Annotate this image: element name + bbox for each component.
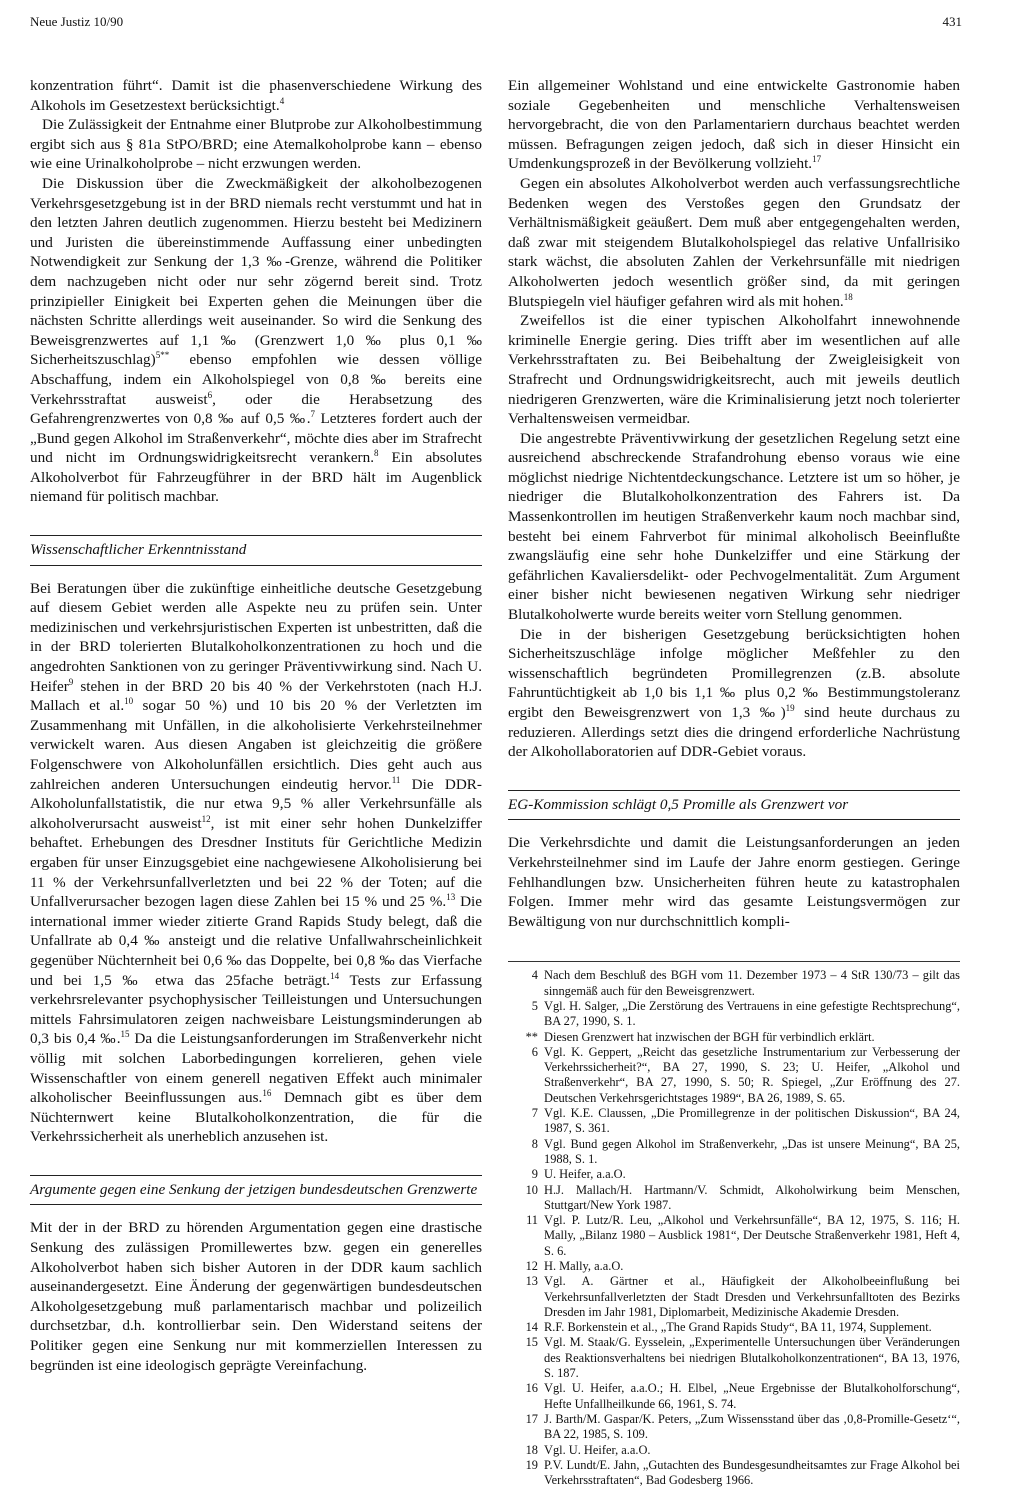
paragraph: Die Diskussion über die Zweckmäßigkeit der alkoholbezogenen Verkehrsgesetzgebung ist in der BRD niemals recht verstummt und hat in den letzten Jahren deutlich zugenommen. Hierzu besteht bei Medizinern und Juristen die übereinstimmende Auffassung einer unbedingten Notwendigkeit zur Senkung der 1,3 ‰-Grenze, während die Politiker dem nachzugeben nicht oder nur sehr zögernd bereit sind. Trotz prinzipieller Einigkeit bei Experten gehen die Meinungen über die nächsten Schritte allerdings weit auseinander. So wird die Senkung des Beweisgrenzwertes auf 1,1 ‰ (Grenzwert 1,0 ‰ plus 0,1 ‰ Sicherheitszuschlag)$^{5**}$ ebenso empfohlen wie dessen völlige Abschaffung, indem ein Alkoholspiegel von 0,8 ‰ bereits eine Verkehrsstraftat ausweist$^6$, oder die Herabsetzung des Gefahrengrenzwertes von 0,8 ‰ auf 0,5 ‰.$^7$ Letzteres fordert auch der „Bund gegen Alkohol im Straßenverkehr“, möchte dies aber im Strafrecht und nicht im Ordnungswidrigkeitsrecht verankern.$^8$ Ein absolutes Alkoholverbot für Fahrzeugführer in der BRD hält im Augenblick niemand für politisch machbar.	[30, 174, 483, 506]
section-heading: Argumente gegen eine Senkung der jetzigen bundesdeutschen Grenzwerte	[30, 1175, 482, 1206]
footnote-number: 12	[525, 1258, 538, 1273]
footnote	[508, 1381, 960, 1412]
paragraph: Ein allgemeiner Wohlstand und eine entwickelte Gastronomie haben soziale Gegebenheiten und menschliche Verhaltensweisen hervorgebracht, die von den Parlamentariern durchaus beachtet werden müssen. Befragungen zeigen jedoch, daß sich in dieser Hinsicht ein Umdenkungsprozeß in der Bevölkerung vollzieht.$^{17}$	[508, 77, 960, 173]
footnote-text: Vgl. U. Heifer, a.a.O.	[544, 1442, 651, 1457]
footnote-ref[interactable]: 13	[446, 892, 456, 903]
footnote-ref[interactable]: 16	[262, 1088, 272, 1099]
footnote-ref[interactable]: 8	[374, 448, 379, 459]
footnote-text: H.J. Mallach/H. Hartmann/V. Schmidt, Alkoholwirkung beim Menschen, Stuttgart/New York 1987.	[544, 1182, 960, 1212]
footnote	[508, 968, 960, 999]
footnote-text: Diesen Grenzwert hat inzwischen der BGH für verbindlich erklärt.	[544, 1029, 875, 1044]
footnote-ref[interactable]: 5**	[155, 350, 170, 361]
journal-issue: Neue Justiz 10/90	[30, 14, 124, 29]
paragraph: Die in der bisherigen Gesetzgebung berücksichtigten hohen Sicherheitszuschläge infolge möglicher Meßfehler zu den wissenschaftlich begründeten Promillegrenzen (z.B. absolute Fahruntüchtigkeit ab 1,0 bis 1,1 ‰ plus 0,2 ‰ Bestimmungstoleranz ergibt den Beweisgrenzwert von 1,3 ‰)$^{19}$ sind heute durchaus zu reduzieren. Allerdings setzt dies die dringend erforderliche Nachrüstung der Alkohollaboratorien auf DDR-Gebiet voraus.	[508, 625, 961, 761]
footnote-ref[interactable]: 4	[279, 95, 285, 106]
footnote-ref[interactable]: 14	[330, 970, 340, 981]
footnote-ref[interactable]: 7	[310, 409, 316, 420]
footnote-text: R.F. Borkenstein et al., „The Grand Rapids Study“, BA 11, 1974, Supplement.	[544, 1320, 932, 1335]
footnote-number: 19	[525, 1457, 538, 1472]
footnote	[508, 1458, 960, 1488]
footnote-number: 5	[531, 998, 538, 1013]
footnote-number: 6	[531, 1044, 538, 1059]
footnote-number: 11	[526, 1213, 538, 1228]
paragraph: Die Verkehrsdichte und damit die Leistungsanforderungen an jeden Verkehrsteilnehmer sind im Laufe der Jahre enorm gestiegen. Geringe Fehlhandlungen bzw. Unsicherheiten führen heute zu katastrophalen Folgen. Immer mehr wird das gesamte Leistungsvermögen zur Bewältigung von nur durchschnittlich kompli-	[508, 834, 960, 930]
footnote-text: J. Barth/M. Gaspar/K. Peters, „Zum Wissensstand über das ‚0,8-Promille-Gesetz‘“, BA 22, 1985, S. 109.	[544, 1411, 960, 1442]
footnote-text: P.V. Lundt/E. Jahn, „Gutachten des Bundesgesundheitsamtes zur Frage Alkohol bei Verkehrsstraftaten“, Bad Godesberg 1966.	[544, 1457, 960, 1488]
footnote-number: 4	[531, 968, 538, 983]
footnote	[508, 1443, 960, 1458]
footnote	[508, 1137, 960, 1168]
footnote-text: Vgl. Bund gegen Alkohol im Straßenverkehr, „Das ist unsere Meinung“, BA 25, 1988, S. 1.	[544, 1136, 960, 1166]
footnote	[508, 1259, 960, 1274]
footnote-text: Vgl. K. Geppert, „Reicht das gesetzliche Instrumentarium zur Verbesserung der Verkehrssicherheit?“, BA 27, 1990, S. 23; U. Heifer, „Alkohol und Straßenverkehr“, BA 27, 1990, S. 50; R. Spiegel, „Zur Eröffnung des 27. Deutschen Verkehrsgerichtstages 1989“, BA 26, 1989, S. 65.	[544, 1044, 960, 1105]
section-heading: Wissenschaftlicher Erkenntnisstand	[30, 535, 482, 566]
footnote	[508, 1030, 960, 1045]
footnote-number: **	[525, 1029, 538, 1044]
section-heading: EG-Kommission schlägt 0,5 Promille als Grenzwert vor	[508, 790, 960, 821]
running-header	[30, 14, 962, 40]
footnote-number: 8	[531, 1136, 538, 1151]
footnote-text: Vgl. K.E. Claussen, „Die Promillegrenze in der politischen Diskussion“, BA 24, 1987, S. 361.	[544, 1106, 960, 1136]
right-column	[508, 76, 960, 1488]
journal-page	[30, 14, 962, 1488]
footnote-text: U. Heifer, a.a.O.	[544, 1167, 626, 1182]
footnote-number: 15	[525, 1335, 538, 1350]
footnote-ref[interactable]: 18	[843, 291, 853, 302]
footnote	[508, 1045, 960, 1106]
footnote-number: 13	[525, 1274, 538, 1289]
footnote-ref[interactable]: 9	[68, 676, 74, 687]
footnote	[508, 1106, 960, 1137]
footnote-ref[interactable]: 11	[391, 774, 401, 785]
paragraph: Mit der in der BRD zu hörenden Argumentation gegen eine drastische Senkung des zulässigen Promillewertes bzw. gegen ein generelles Alkoholverbot haben sich bisher Autoren in der DDR kaum sachlich auseinandergesetzt. Eine Änderung der gegenwärtigen bundesdeutschen Alkoholgesetzgebung muß parlamentarisch machbar und polizeilich durchsetzbar, d.h. kontrollierbar sein. Den Widerstand seitens der Politiker gegen eine Senkung nur mit kommerziellen Interessen zu begründen ist eine ideologisch geprägte Vereinfachung.	[30, 1219, 482, 1374]
footnote-ref[interactable]: 17	[812, 154, 822, 165]
footnote-number: 14	[525, 1320, 538, 1335]
footnote-number: 7	[531, 1106, 538, 1121]
page-number: 431	[942, 14, 962, 29]
footnote-ref[interactable]: 15	[120, 1029, 130, 1040]
paragraph: Bei Beratungen über die zukünftige einheitliche deutsche Gesetzgebung auf diesem Gebiet werden alle Aspekte neu zu prüfen sein. Unter medizinischen und verkehrsjuristischen Experten ist unbestritten, daß die in der BRD tolerierten Blutalkoholkonzentrationen zu hoch und die angedrohten Sanktionen von zu geringer Präventivwirkung sind. Nach U. Heifer$^9$ stehen in der BRD 20 bis 40 % der Verkehrstoten (nach H.J. Mallach et al.$^{10}$ sogar 50 %) und 10 bis 20 % der Verletzten im Zusammenhang mit Unfällen, in die alkoholisierte Verkehrsteilnehmer verwickelt waren. Aus diesen Angaben ist gleichzeitig die größere Folgenschwere von Alkoholunfällen ersichtlich. Dies geht auch aus zahlreichen anderen Untersuchungen eindeutig hervor.$^{11}$ Die DDR-Alkoholunfallstatistik, die nur etwa 9,5 % aller Verkehrsunfälle als alkoholverursacht ausweist$^{12}$, ist mit einer sehr hohen Dunkelziffer behaftet. Erhebungen des Dresdner Instituts für Gerichtliche Medizin ergaben für unser Einzugsgebiet eine nachgewiesene Alkoholisierung bei 11 % der Verkehrsunfallverletzten und bei 22 % der Toten; auf die Unfallverursacher bezogen lagen diese Zahlen bei 15 % und 25 %.$^{13}$ Die international immer wieder zitierte Grand Rapids Study belegt, daß die Unfallrate ab 0,4 ‰ ansteigt und die relative Unfallwahrscheinlichkeit gegenüber Nüchternheit bei 0,6 ‰ das Doppelte, bei 0,8 ‰ das Vierfache und bei 1,5 ‰ etwa das 25fache beträgt.$^{14}$ Tests zur Erfassung verkehrsrelevanter psychophysischer Teilleistungen und Untersuchungen mittels Fahrsimulatoren zeigen nachweisbare Leistungsminderungen ab 0,3 bis 0,4 ‰.$^{15}$ Da die Leistungsanforderungen im Straßenverkehr nicht völlig mit solchen Laborbedingungen korrelieren, gehen viele Wissenschaftler von einem generell negativen Effekt auch minimaler alkoholischer Beeinflussungen aus.$^{16}$ Demnach gibt es über dem Nüchternwert keine Blutalkoholkonzentration, die für die Verkehrssicherheit als unerheblich anzusehen ist.	[30, 579, 483, 1146]
footnote-ref[interactable]: 10	[124, 696, 134, 707]
footnote	[508, 1183, 960, 1214]
footnote-number: 9	[531, 1167, 538, 1182]
paragraph: Die angestrebte Präventivwirkung der gesetzlichen Regelung setzt eine ausreichend abschreckende Strafandrohung ebenso voraus wie eine möglichst niedrige Nichtentdeckungschance. Letztere ist um so höher, je niedriger die Blutalkoholkonzentration des Fahrers ist. Da Massenkontrollen im heutigen Straßenverkehr kaum noch machbar sind, besteht bei einem Fahrverbot für minimal alkoholisch Beeinflußte zwangsläufig eine sehr hohe Dunkelziffer und eine Stärkung der gefährlichen Kavaliersdelikt- oder Pechvogelmentalität. Zum Argument einer bisher nicht bewiesenen negativen Wirkung sehr niedriger Blutalkoholwerte wurde bereits weiter vorn Stellung genommen.	[508, 429, 960, 624]
footnote-text: Vgl. A. Gärtner et al., Häufigkeit der Alkoholbeeinflußung bei Verkehrsunfallverletzten der Stadt Dresden und Verkehrsunfalltoten des Bezirks Dresden im Jahr 1981, Diplomarbeit, Medizinische Akademie Dresden.	[544, 1274, 960, 1319]
footnote-ref[interactable]: 6	[207, 389, 213, 400]
footnote-text: Vgl. P. Lutz/R. Leu, „Alkohol und Verkehrsunfälle“, BA 12, 1975, S. 116; H. Mally, „Bilanz 1980 – Ausblick 1981“, Der Deutsche Straßenverkehr 1981, Heft 4, S. 6.	[544, 1213, 960, 1258]
paragraph: Zweifellos ist die einer typischen Alkoholfahrt innewohnende kriminelle Energie gering. Dies trifft aber im wesentlichen auf alle Verkehrsstraftaten zu. Bei Beibehaltung der Zweigleisigkeit von Strafrecht und Ordnungswidrigkeitsrecht, auch mit jeweils deutlich niedrigeren Grenzwerten, wäre die Kriminalisierung jetzt noch tolerierter Verhaltensweisen vermeidbar.	[508, 312, 960, 428]
footnote	[508, 1335, 960, 1381]
paragraph: konzentration führt“. Damit ist die phasenverschiedene Wirkung des Alkohols im Gesetzestext berücksichtigt.$^4$	[30, 77, 482, 114]
left-column	[30, 76, 482, 1375]
footnote-number: 16	[525, 1381, 538, 1396]
footnote-number: 10	[525, 1182, 538, 1197]
footnote-text: Nach dem Beschluß des BGH vom 11. Dezember 1973 – 4 StR 130/73 – gilt das sinngemäß auch für den Beweisgrenzwert.	[544, 968, 960, 998]
footnote-ref[interactable]: 19	[785, 703, 795, 713]
footnote	[508, 1412, 960, 1443]
footnote	[508, 999, 960, 1030]
footnote-text: Vgl. U. Heifer, a.a.O.; H. Elbel, „Neue Ergebnisse der Blutalkoholforschung“, Hefte Unfallheilkunde 66, 1961, S. 74.	[544, 1381, 960, 1411]
footnote	[508, 1167, 960, 1182]
footnote	[508, 1274, 960, 1320]
paragraph: Gegen ein absolutes Alkoholverbot werden auch verfassungsrechtliche Bedenken wegen des Verstoßes gegen den Grundsatz der Verhältnismäßigkeit geäußert. Dem muß aber entgegengehalten werden, daß zwar mit steigendem Blutalkoholspiegel das relative Unfallrisiko stark wächst, die absoluten Zahlen der Verkehrsunfälle mit niedrigen Alkoholwerten jedoch wesentlich größer sind, da mit geringen Blutspiegeln viel häufiger gefahren wird als mit hohen.$^{18}$	[508, 174, 960, 310]
footnote-text: Vgl. H. Salger, „Die Zerstörung des Vertrauens in eine gefestigte Rechtsprechung“, BA 27, 1990, S. 1.	[544, 998, 960, 1029]
footnote-number: 18	[525, 1442, 538, 1457]
footnote-text: Vgl. M. Staak/G. Eysselein, „Experimentelle Untersuchungen über Veränderungen des Reaktionsverhaltens bei niedrigen Blutalkoholkonzentrationen“, BA 13, 1976, S. 187.	[544, 1335, 960, 1381]
footnote-number: 17	[525, 1411, 538, 1426]
footnote	[508, 1213, 960, 1259]
footnote-text: H. Mally, a.a.O.	[544, 1258, 624, 1273]
footnote	[508, 1320, 960, 1335]
footnote-ref[interactable]: 12	[201, 813, 211, 824]
footnotes	[508, 961, 960, 1488]
paragraph: Die Zulässigkeit der Entnahme einer Blutprobe zur Alkoholbestimmung ergibt sich aus § 81a StPO/BRD; eine Atemalkoholprobe kann – ebenso wie eine Urinalkoholprobe – nicht erzwungen werden.	[30, 116, 482, 173]
